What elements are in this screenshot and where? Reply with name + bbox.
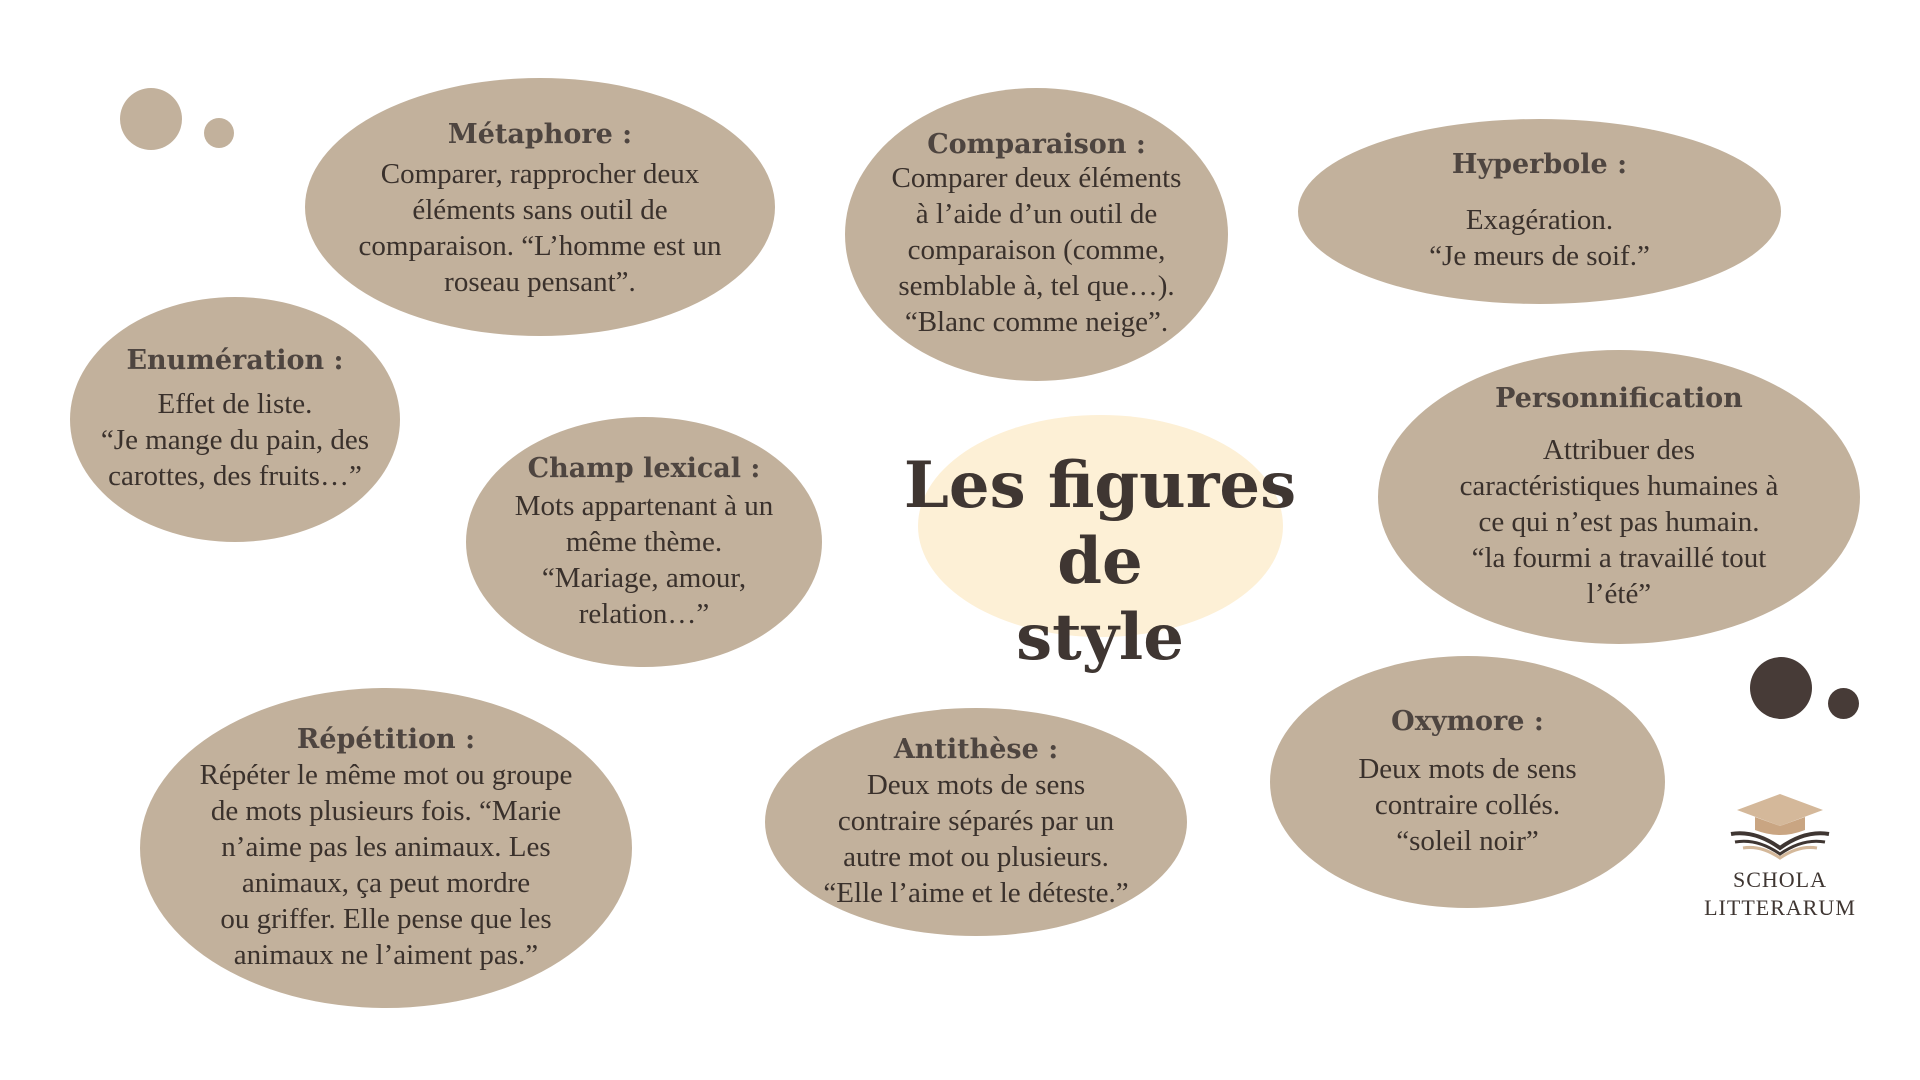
bubble-personnification (1378, 350, 1860, 644)
body-line: Comparer, rapprocher deux (380, 157, 700, 190)
body-line: ce qui n’est pas humain. (1478, 505, 1760, 538)
body-line: ou griffer. Elle pense que les (220, 902, 552, 935)
logo (1700, 790, 1860, 922)
bubble-body (359, 156, 722, 300)
body-line: Exagération. (1465, 204, 1614, 236)
body-line: Effet de liste. (157, 388, 313, 420)
body-line: Deux mots de sens (1358, 752, 1577, 785)
bubble-body (1429, 202, 1650, 274)
bubble-title: Champ lexical : (527, 452, 761, 484)
bubble-antithese (765, 708, 1187, 936)
logo-text-line-1: SCHOLA (1732, 867, 1827, 892)
bubble-title: Hyperbole : (1451, 149, 1628, 180)
page-title (850, 448, 1350, 676)
bubble-title: Métaphore : (447, 118, 633, 150)
bubble-title: Oxymore : (1391, 705, 1544, 737)
body-line: caractéristiques humaines à (1459, 469, 1779, 502)
body-line: Deux mots de sens (866, 768, 1086, 801)
bubble-metaphore (305, 78, 775, 336)
body-line: éléments sans outil de (412, 193, 668, 226)
body-line: Répéter le même mot ou groupe (199, 758, 573, 791)
body-line: comparaison. “L’homme est un (358, 229, 722, 262)
body-line: n’aime pas les animaux. Les (221, 830, 551, 863)
bubble-body (1358, 751, 1576, 859)
bubble-title: Répétition : (296, 723, 476, 755)
bubble-hyperbole (1298, 119, 1781, 304)
bubble-champ-lexical (466, 417, 822, 667)
body-line: “Je mange du pain, des (100, 424, 370, 456)
body-line: contraire séparés par un (837, 804, 1115, 837)
body-line: animaux ne l’aiment pas.” (233, 938, 539, 971)
body-line: même thème. (565, 525, 723, 558)
decorative-dot-dark-small (1828, 688, 1859, 719)
logo-text-line-2: LITTERARUM (1704, 895, 1856, 920)
bubble-body (1460, 432, 1779, 612)
bubble-body (101, 386, 369, 494)
body-line: à l’aide d’un outil de (915, 198, 1158, 230)
body-line: Mots appartenant à un (514, 489, 774, 522)
body-line: roseau pensant”. (444, 265, 636, 298)
body-line: “Elle l’aime et le déteste.” (823, 876, 1129, 909)
body-line: comparaison (comme, (907, 234, 1166, 266)
decorative-dot-small (204, 118, 234, 148)
logo-text (1700, 866, 1860, 922)
body-line: contraire collés. (1374, 788, 1561, 821)
bubble-enumeration (70, 297, 400, 542)
bubble-title: Enumération : (126, 345, 344, 376)
body-line: l’été” (1586, 577, 1652, 610)
bubble-repetition (140, 688, 632, 1008)
body-line: de mots plusieurs fois. “Marie (210, 794, 562, 827)
bubble-body (515, 488, 774, 632)
body-line: Comparer deux éléments (891, 162, 1182, 194)
body-line: semblable à, tel que…). (898, 270, 1175, 302)
graduation-cap-book-icon (1725, 790, 1835, 860)
decorative-dot-dark-large (1750, 657, 1812, 719)
bubble-title: Antithèse : (893, 733, 1059, 765)
body-line: “soleil noir” (1396, 824, 1539, 857)
bubble-title: Personnification (1495, 382, 1743, 414)
bubble-title: Comparaison : (927, 129, 1146, 160)
body-line: “Blanc comme neige”. (904, 306, 1169, 338)
page-title-line-2: style (1016, 600, 1184, 675)
bubble-body (200, 757, 573, 973)
body-line: “Mariage, amour, (541, 561, 747, 594)
bubble-body (892, 160, 1182, 340)
body-line: carottes, des fruits…” (108, 460, 362, 492)
body-line: “Je meurs de soif.” (1429, 240, 1650, 272)
body-line: autre mot ou plusieurs. (843, 840, 1109, 873)
body-line: “la fourmi a travaillé tout (1471, 541, 1767, 574)
decorative-dot-large (120, 88, 182, 150)
body-line: animaux, ça peut mordre (241, 866, 531, 899)
bubble-oxymore (1270, 656, 1665, 908)
body-line: relation…” (578, 597, 710, 630)
bubble-body (823, 767, 1128, 911)
body-line: Attribuer des (1542, 433, 1696, 466)
page-title-line-1: Les figures de (903, 448, 1297, 599)
bubble-comparaison (845, 88, 1228, 381)
